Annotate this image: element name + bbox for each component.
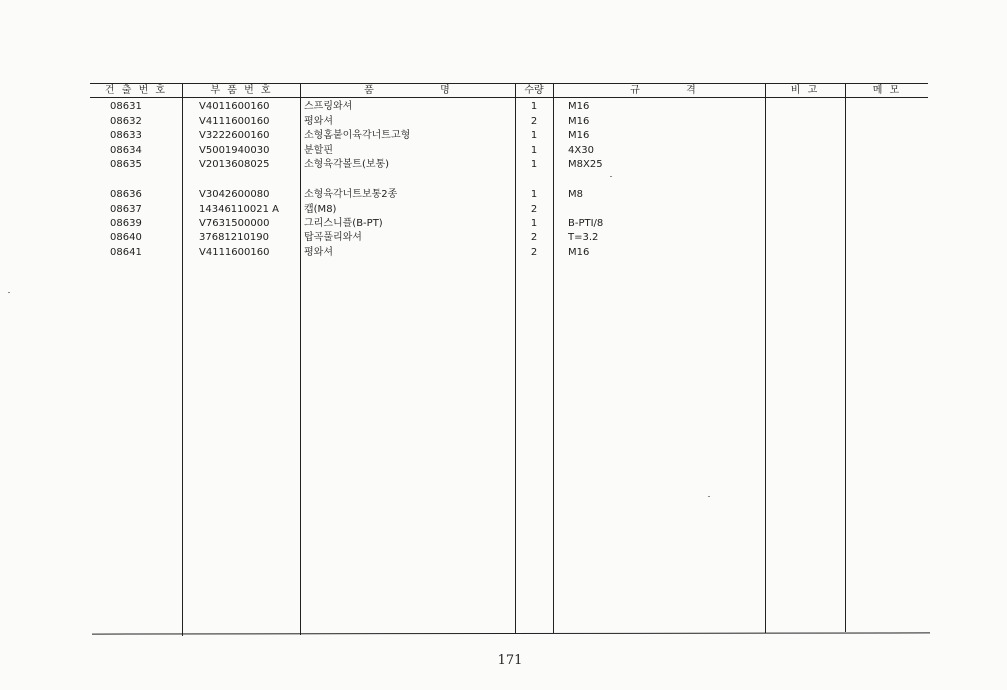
header-part-name-left: 품 bbox=[364, 85, 376, 96]
catalog-no-cell: 08634 bbox=[110, 145, 142, 156]
catalog-no-cell: 08632 bbox=[110, 116, 142, 127]
qty-cell: 1 bbox=[530, 189, 538, 200]
spec-cell: M16 bbox=[568, 247, 590, 258]
divider-spec-remarks bbox=[765, 84, 766, 633]
divider-catalog-part bbox=[182, 84, 183, 636]
part-name-cell: 캡(M8) bbox=[304, 204, 337, 215]
part-no-cell: V4111600160 bbox=[199, 116, 270, 127]
header-qty: 수량 bbox=[524, 85, 544, 96]
qty-cell: 1 bbox=[530, 130, 538, 141]
part-name-cell: 탑곡풀리와셔 bbox=[304, 232, 362, 243]
qty-cell: 1 bbox=[530, 145, 538, 156]
scan-speck bbox=[610, 176, 612, 177]
catalog-no-cell: 08633 bbox=[110, 130, 142, 141]
qty-cell: 1 bbox=[530, 159, 538, 170]
catalog-no-cell: 08631 bbox=[110, 101, 142, 112]
spec-cell: 4X30 bbox=[568, 145, 594, 156]
spec-cell: M8 bbox=[568, 189, 583, 200]
part-name-cell: 소형육각너트보통2종 bbox=[304, 189, 398, 200]
part-no-cell: V5001940030 bbox=[199, 145, 270, 156]
qty-cell: 1 bbox=[530, 218, 538, 229]
spec-cell: M16 bbox=[568, 101, 590, 112]
qty-cell: 2 bbox=[530, 232, 538, 243]
spec-cell: T=3.2 bbox=[568, 232, 599, 243]
header-part-name-right: 명 bbox=[440, 85, 452, 96]
qty-cell: 2 bbox=[530, 247, 538, 258]
part-name-cell: 평와셔 bbox=[304, 247, 333, 258]
page-number: 171 bbox=[497, 653, 523, 668]
header-bottom-rule bbox=[90, 97, 928, 98]
part-no-cell: 37681210190 bbox=[199, 232, 269, 243]
header-catalog-no: 건 출 번 호 bbox=[104, 85, 168, 96]
spec-cell: B-PTI/8 bbox=[568, 218, 604, 229]
spec-cell: M16 bbox=[568, 116, 590, 127]
header-memo: 메 모 bbox=[872, 85, 902, 96]
catalog-no-cell: 08640 bbox=[110, 232, 142, 243]
scan-speck bbox=[8, 292, 10, 293]
divider-remarks-memo bbox=[845, 84, 846, 632]
part-no-cell: V3042600080 bbox=[199, 189, 270, 200]
part-no-cell: V4011600160 bbox=[199, 101, 270, 112]
header-remarks: 비 고 bbox=[790, 85, 820, 96]
header-spec-right: 격 bbox=[686, 85, 698, 96]
catalog-no-cell: 08635 bbox=[110, 159, 142, 170]
part-name-cell: 평와셔 bbox=[304, 116, 333, 127]
table-bottom-rule bbox=[92, 632, 930, 634]
qty-cell: 1 bbox=[530, 101, 538, 112]
part-no-cell: V4111600160 bbox=[199, 247, 270, 258]
header-spec-left: 규 bbox=[630, 85, 642, 96]
part-no-cell: V2013608025 bbox=[199, 159, 270, 170]
spec-cell: M8X25 bbox=[568, 159, 603, 170]
divider-part-name bbox=[300, 84, 301, 635]
part-name-cell: 그리스니플(B-PT) bbox=[304, 218, 383, 229]
catalog-no-cell: 08639 bbox=[110, 218, 142, 229]
header-part-no: 부 품 번 호 bbox=[210, 85, 273, 96]
catalog-no-cell: 08641 bbox=[110, 247, 142, 258]
catalog-no-cell: 08636 bbox=[110, 189, 142, 200]
catalog-no-cell: 08637 bbox=[110, 204, 142, 215]
qty-cell: 2 bbox=[530, 204, 538, 215]
part-no-cell: 14346110021 A bbox=[199, 204, 280, 215]
qty-cell: 2 bbox=[530, 116, 538, 127]
part-name-cell: 소형홈붙이육각너트고형 bbox=[304, 130, 411, 141]
spec-cell: M16 bbox=[568, 130, 590, 141]
divider-qty-spec bbox=[553, 84, 554, 633]
part-no-cell: V3222600160 bbox=[199, 130, 270, 141]
part-name-cell: 스프링와셔 bbox=[304, 101, 353, 112]
scan-speck bbox=[708, 496, 710, 497]
part-no-cell: V7631500000 bbox=[199, 218, 270, 229]
part-name-cell: 분할핀 bbox=[304, 145, 333, 156]
part-name-cell: 소형육각볼트(보통) bbox=[304, 159, 390, 170]
